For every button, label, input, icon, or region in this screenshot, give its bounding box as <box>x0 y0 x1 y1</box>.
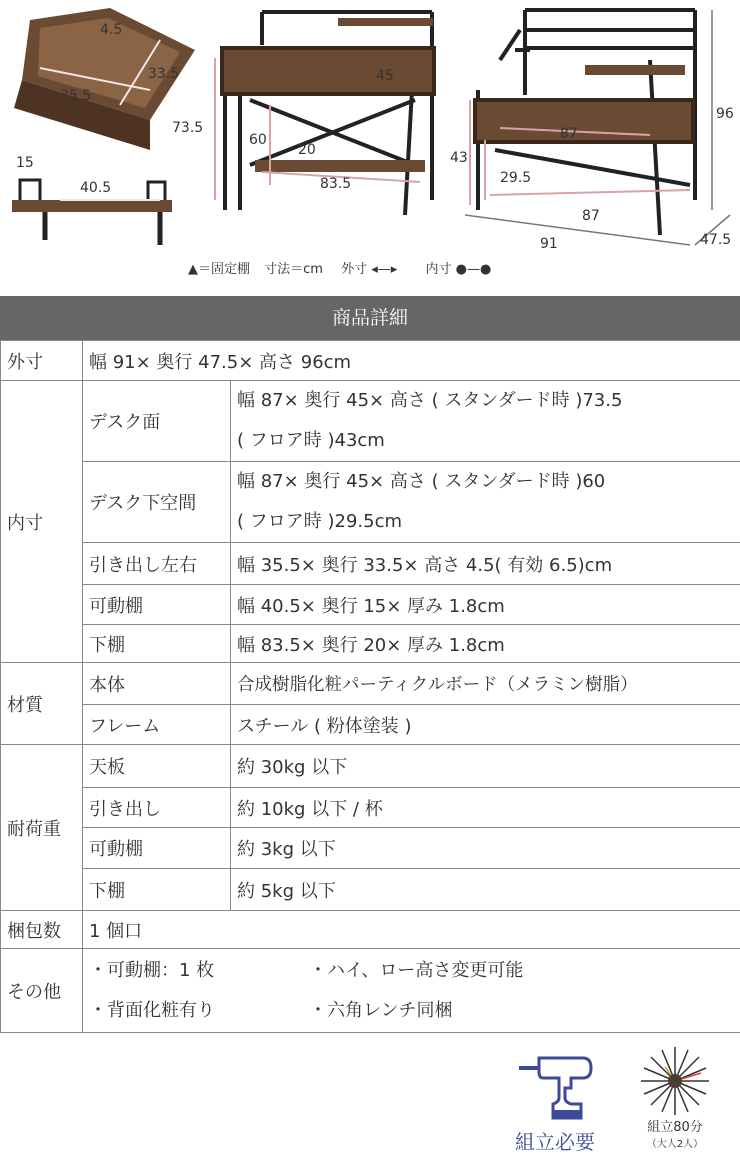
product-dimension-diagrams <box>0 0 740 296</box>
legend-fixed-shelf: ▲＝固定棚 <box>188 262 250 277</box>
table-row <box>1 462 740 543</box>
spec-table <box>0 340 740 1033</box>
sub-label: 引き出し <box>83 788 231 828</box>
drawer-height-label: 4.5 <box>100 22 123 38</box>
row-value: 幅 87× 奥行 45× 高さ ( スタンダード時 )73.5 ( フロア時 )43cm <box>231 381 740 462</box>
table-row <box>1 381 740 462</box>
assembly-required-label: 組立必要 <box>515 1130 595 1154</box>
row-value: 約 3kg 以下 <box>231 828 740 869</box>
row-label: 材質 <box>1 663 83 745</box>
legend-inner: 内寸 <box>425 262 452 277</box>
row-value: 1 個口 <box>83 911 740 949</box>
other-item: ・六角レンチ同梱 <box>309 999 453 1021</box>
table-row <box>1 828 740 869</box>
row-value: 幅 87× 奥行 45× 高さ ( スタンダード時 )60 ( フロア時 )29.5cm <box>231 462 740 543</box>
drawer-width-label: 35.5 <box>60 88 92 104</box>
row-value: 約 30kg 以下 <box>231 745 740 788</box>
row-label: 内寸 <box>1 381 83 663</box>
sub-label: 下棚 <box>83 625 231 663</box>
outer-arrow-icon: ◂—▸ <box>371 262 398 277</box>
table-row <box>1 869 740 911</box>
lower-shelf-depth-label: 20 <box>298 142 316 158</box>
row-value: 幅 35.5× 奥行 33.5× 高さ 4.5( 有効 6.5)cm <box>231 543 740 585</box>
shelf-depth-label: 15 <box>16 155 34 171</box>
clock-burst-icon <box>637 1045 713 1117</box>
row-value: 幅 40.5× 奥行 15× 厚み 1.8cm <box>231 585 740 625</box>
power-drill-icon <box>515 1050 595 1120</box>
row-value: スチール ( 粉体塗装 ) <box>231 705 740 745</box>
table-row <box>1 705 740 745</box>
diagram-legend <box>188 258 491 277</box>
table-row <box>1 949 740 1033</box>
floor-inner-width-label: 87 <box>582 208 600 224</box>
lower-shelf-width-label: 83.5 <box>320 176 352 192</box>
spec-table-title: 商品詳細 <box>0 296 740 340</box>
floor-under-height-label: 29.5 <box>500 170 532 186</box>
row-label: 耐荷重 <box>1 745 83 911</box>
row-value <box>83 949 740 1033</box>
sub-label: 可動棚 <box>83 585 231 625</box>
sub-label: 引き出し左右 <box>83 543 231 585</box>
other-item: ・可動棚：1 枚 <box>89 959 215 981</box>
outer-width-label: 91 <box>540 236 558 252</box>
floor-desk-height-label: 43 <box>450 150 468 166</box>
assembly-required-badge <box>505 1050 605 1155</box>
drawer-depth-label: 33.5 <box>148 66 180 82</box>
floor-desk-illustration <box>475 10 695 235</box>
sub-label: 天板 <box>83 745 231 788</box>
table-row <box>1 585 740 625</box>
sub-label: 下棚 <box>83 869 231 911</box>
table-row <box>1 745 740 788</box>
assembly-time-label: 組立80分 <box>647 1120 703 1135</box>
row-value: 約 5kg 以下 <box>231 869 740 911</box>
legend-unit: 寸法＝cm <box>264 262 323 277</box>
table-row <box>1 625 740 663</box>
table-row <box>1 543 740 585</box>
assembly-people-label: （大人2人） <box>646 1139 704 1150</box>
row-label: 外寸 <box>1 341 83 381</box>
inner-line-icon: ●—● <box>455 262 492 277</box>
table-row <box>1 911 740 949</box>
table-row <box>1 341 740 381</box>
sub-label: 可動棚 <box>83 828 231 869</box>
row-value: 幅 83.5× 奥行 20× 厚み 1.8cm <box>231 625 740 663</box>
desk-total-height-label: 73.5 <box>172 120 204 136</box>
row-label: その他 <box>1 949 83 1033</box>
desk-illustrations <box>0 0 740 296</box>
sub-label: デスク下空間 <box>83 462 231 543</box>
other-item: ・ハイ、ロー高さ変更可能 <box>309 959 524 981</box>
table-row <box>1 663 740 705</box>
sub-label: デスク面 <box>83 381 231 462</box>
legend-outer: 外寸 <box>341 262 368 277</box>
sub-label: 本体 <box>83 663 231 705</box>
row-value: 約 10kg 以下 / 杯 <box>231 788 740 828</box>
shelf-width-label: 40.5 <box>80 180 112 196</box>
row-label: 梱包数 <box>1 911 83 949</box>
desk-under-height-label: 60 <box>249 132 267 148</box>
floor-desk-top-width-label: 87 <box>560 126 578 142</box>
row-value: 幅 91× 奥行 47.5× 高さ 96cm <box>83 341 740 381</box>
row-value: 合成樹脂化粧パーティクルボード（メラミン樹脂） <box>231 663 740 705</box>
table-row <box>1 788 740 828</box>
sub-label: フレーム <box>83 705 231 745</box>
outer-depth-label: 47.5 <box>700 232 732 248</box>
desk-depth-label: 45 <box>376 68 394 84</box>
assembly-time-badge <box>630 1045 720 1150</box>
floor-desk-total-height-label: 96 <box>716 106 734 122</box>
other-item: ・背面化粧有り <box>89 999 215 1021</box>
